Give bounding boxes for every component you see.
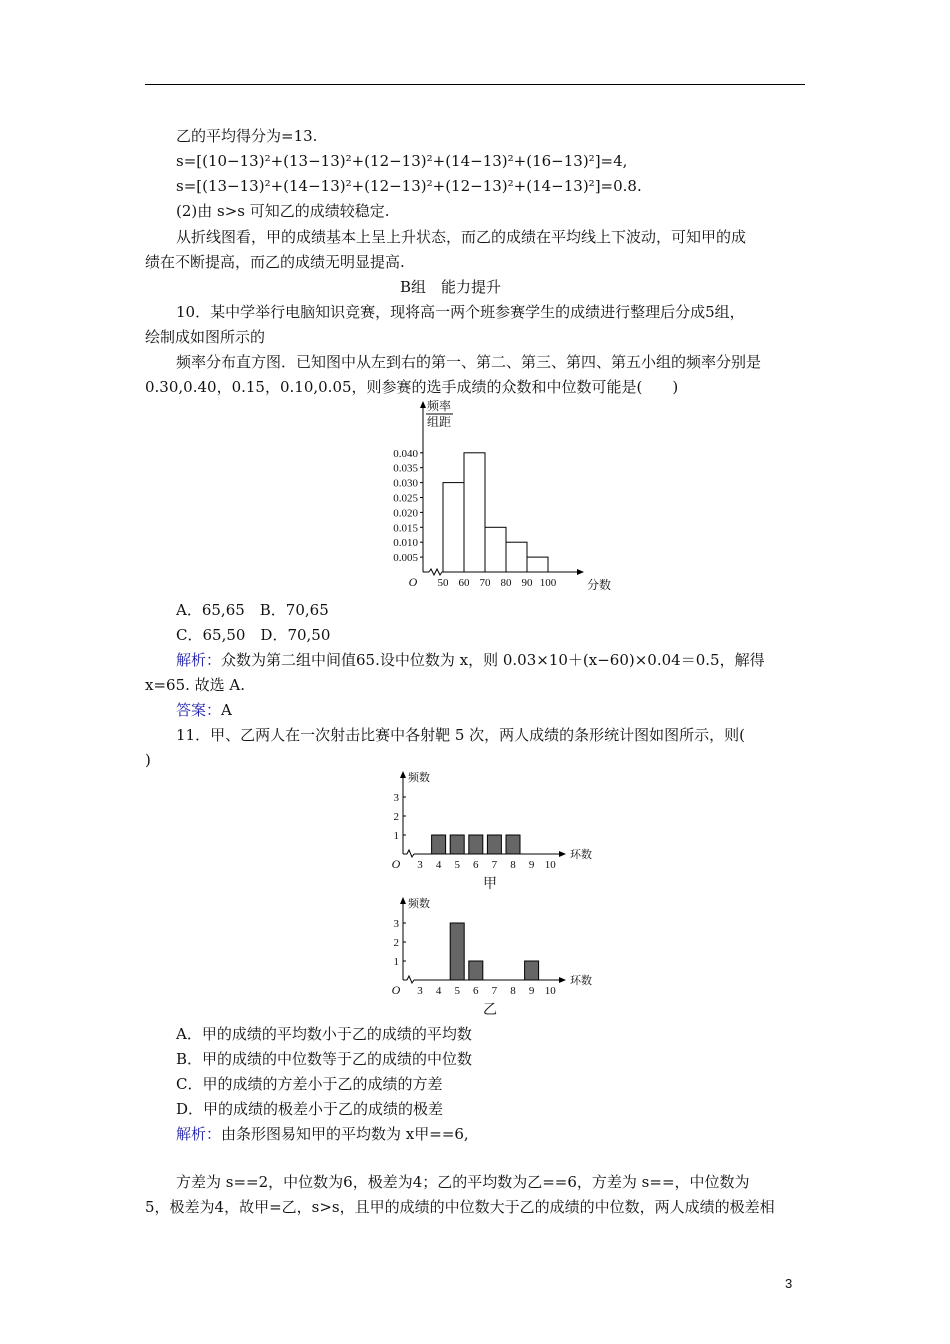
analysis-line [176,650,765,670]
option-line: A．甲的成绩的平均数小于乙的成绩的平均数 [176,1025,472,1043]
x-tick-label: 8 [510,859,516,871]
x-tick-label: 4 [435,859,442,871]
frequency-bar [469,835,483,854]
text-line: 乙的平均得分为=13. [176,127,318,145]
analysis-label: 解析： [176,651,222,669]
y-tick-label: 0.010 [393,537,418,550]
text-line: 绩在不断提高，而乙的成绩无明显提高. [145,253,405,271]
analysis-line [176,1124,469,1144]
y-axis-arrow [400,771,406,778]
y-tick-label: 0.035 [393,462,418,475]
y-tick-label: 0.015 [393,522,418,535]
y-tick-label: 3 [393,792,399,804]
y-tick-label: 2 [393,937,399,949]
analysis-label: 解析： [176,1125,222,1143]
frequency-bar [450,835,464,854]
bar-chart-yi [375,892,615,1020]
x-axis-arrow [559,851,566,857]
y-tick-label: 0.030 [393,477,418,490]
question-11: ) [145,751,151,769]
question-10: 频率分布直方图．已知图中从左到右的第一、第二、第三、第四、第五小组的频率分别是 [176,353,762,371]
y-tick-label: 1 [393,956,399,968]
y-tick-label: 0.040 [393,447,418,460]
formula-line: s=[(13−13)²+(14−13)²+(12−13)²+(12−13)²+(14−13)²]=0.8. [176,177,642,195]
histogram-bar [443,483,464,572]
option-line: B．甲的成绩的中位数等于乙的成绩的中位数 [176,1050,473,1068]
formula-line: s=[(10−13)²+(13−13)²+(12−13)²+(14−13)²+(16−13)²]=4, [176,152,628,170]
answer-text: A [221,701,232,719]
page-number: 3 [785,1276,793,1291]
frequency-histogram [355,398,615,594]
origin-label: O [391,983,401,997]
origin-label: O [408,575,418,589]
x-axis-label: 环数 [570,975,592,987]
x-tick-label: 9 [528,859,535,871]
x-tick-label: 90 [521,577,533,589]
analysis-line: 5，极差为4，故甲=乙，s>s，且甲的成绩的中位数大于乙的成绩的中位数，两人成绩的极差相 [145,1198,775,1216]
text-line: 从折线图看，甲的成绩基本上呈上升状态，而乙的成绩在平均线上下波动，可知甲的成 [176,228,747,246]
histogram-bar [464,453,485,572]
x-tick-label: 5 [454,985,460,997]
x-axis-arrow [559,977,566,983]
question-10: 0.30,0.40，0.15，0.10,0.05，则参赛的选手成绩的众数和中位数可能是( ) [145,378,679,396]
header-rule [145,84,805,85]
y-tick-label: 0.025 [393,492,418,505]
x-tick-label: 6 [473,985,479,997]
x-axis-label: 分数 [587,578,612,592]
x-axis-label: 环数 [570,849,592,861]
option-line: A．65,65 B．70,65 [176,601,329,619]
x-tick-label: 60 [458,577,470,589]
answer-label: 答案： [176,701,222,719]
x-tick-label: 100 [539,577,557,589]
x-tick-label: 10 [544,859,556,871]
y-tick-label: 1 [393,830,399,842]
frequency-bar [432,835,446,854]
histogram-bar [506,542,527,572]
option-line: C．甲的成绩的方差小于乙的成绩的方差 [176,1075,443,1093]
x-tick-label: 4 [435,985,442,997]
x-tick-label: 3 [417,859,423,871]
y-axis-arrow [420,401,426,408]
histogram-bar [527,557,548,572]
x-tick-label: 8 [510,985,516,997]
chart-title: 乙 [483,1003,497,1018]
y-axis-label: 频数 [408,898,430,910]
histogram-bar [485,527,506,572]
frequency-bar [450,923,464,980]
y-axis-label: 组距 [427,415,452,429]
x-tick-label: 80 [500,577,512,589]
axis-break [407,976,414,983]
y-tick-label: 0.020 [393,507,418,520]
question-10: 10．某中学举行电脑知识竞赛，现将高一两个班参赛学生的成绩进行整理后分成5组， [176,303,745,321]
option-line: C．65,50 D．70,50 [176,626,331,644]
x-tick-label: 10 [544,985,556,997]
axis-break [407,850,414,857]
y-tick-label: 3 [393,918,399,930]
x-tick-label: 70 [479,577,491,589]
x-tick-label: 3 [417,985,423,997]
section-heading: B组 能力提升 [400,278,502,296]
y-tick-label: 2 [393,811,399,823]
frequency-bar [525,961,539,980]
chart-title: 甲 [483,877,497,892]
answer-line [176,700,232,720]
x-tick-label: 50 [437,577,449,589]
bar-chart-jia [375,766,615,894]
axis-break [429,569,442,575]
analysis-line: 方差为 s==2，中位数为6，极差为4；乙的平均数为乙==6，方差为 s==，中位数为 [176,1173,750,1191]
x-tick-label: 9 [528,985,535,997]
analysis-text: 由条形图易知甲的平均数为 x甲==6, [221,1125,469,1143]
x-tick-label: 5 [454,859,460,871]
frequency-bar [469,961,483,980]
origin-label: O [391,857,401,871]
question-10: 绘制成如图所示的 [145,328,266,346]
y-tick-label: 0.005 [393,552,418,565]
frequency-bar [487,835,501,854]
x-tick-label: 7 [491,985,498,997]
analysis-line: x=65. 故选 A. [145,676,246,694]
x-tick-label: 6 [473,859,479,871]
frequency-bar [506,835,520,854]
y-axis-label: 频数 [408,772,430,784]
option-line: D．甲的成绩的极差小于乙的成绩的极差 [176,1100,444,1118]
x-axis-arrow [577,569,584,575]
analysis-text: 众数为第二组中间值65.设中位数为 x，则 0.03×10＋(x−60)×0.04＝0.5，解得 [221,651,765,669]
x-tick-label: 7 [491,859,498,871]
y-axis-label: 频率 [427,399,452,413]
y-axis-arrow [400,897,406,904]
text-line: (2)由 s>s 可知乙的成绩较稳定. [176,202,390,220]
question-11: 11．甲、乙两人在一次射击比赛中各射靶 5 次，两人成绩的条形统计图如图所示，则( [176,726,746,744]
